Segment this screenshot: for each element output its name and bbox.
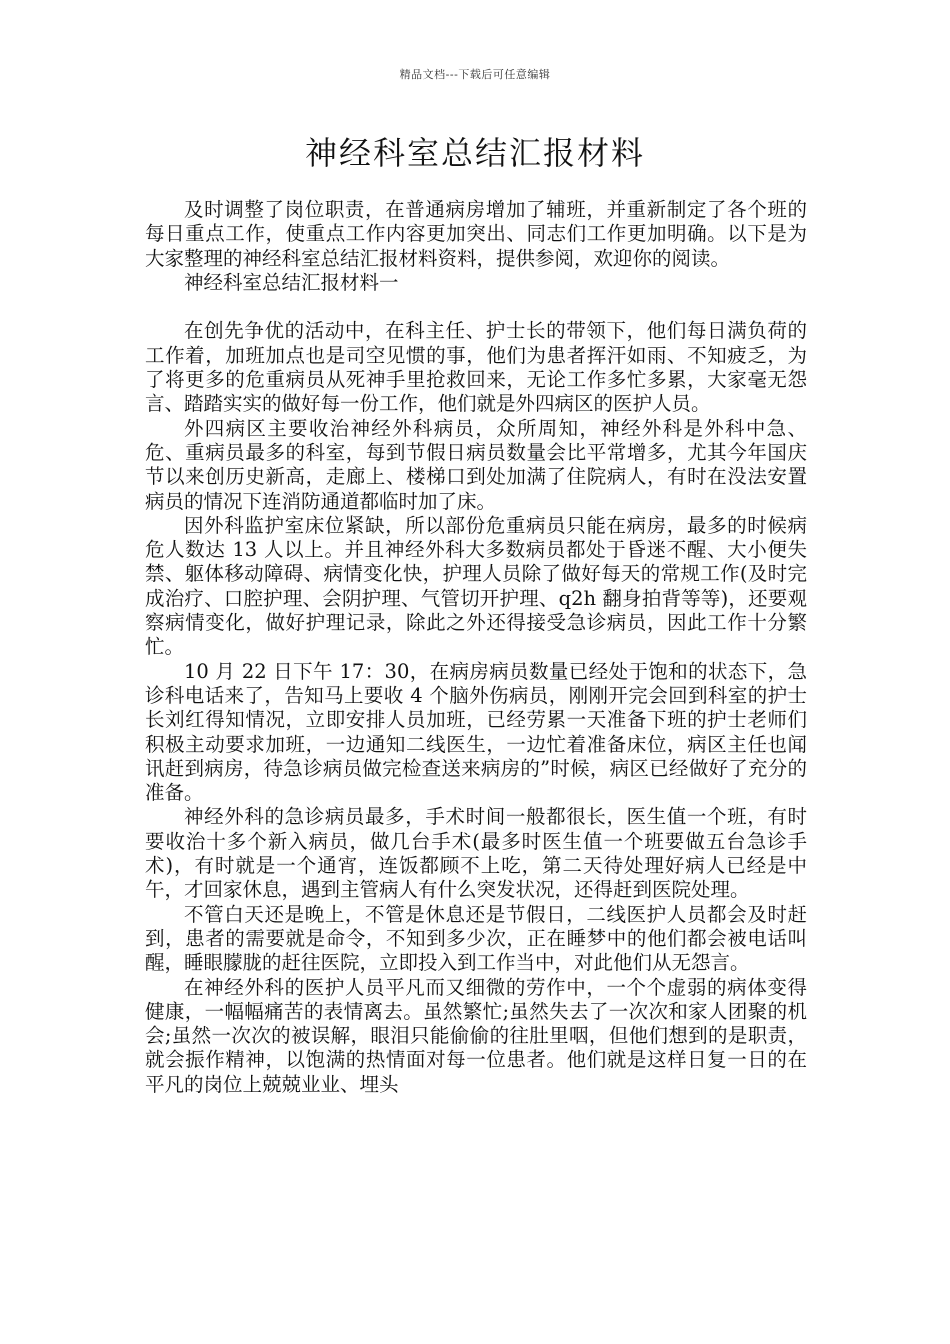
paragraph: 因外科监护室床位紧缺，所以部份危重病员只能在病房，最多的时候病危人数达 13 人以上。并且神经外科大多数病员都处于昏迷不醒、大小便失禁、躯体移动障碍、病情变化快，护理人员除了做好每天的常规工作(及时完成治疗、口腔护理、会阴护理、气管切开护理、q2h 翻身拍背等等)，还要观察病情变化，做好护理记录，除此之外还得接受急诊病员，因此工作十分繁忙。: [145, 513, 807, 659]
document-title: 神经科室总结汇报材料: [304, 134, 645, 172]
paragraph: 神经外科的急诊病员最多，手术时间一般都很长，医生值一个班，有时要收治十多个新入病员，做几台手术(最多时医生值一个班要做五台急诊手术)，有时就是一个通宵，连饭都顾不上吃，第二天待处理好病人已经是中午，才回家休息，遇到主管病人有什么突发状况，还得赶到医院处理。: [145, 805, 807, 902]
paragraph: 在神经外科的医护人员平凡而又细微的劳作中，一个个虚弱的病体变得健康，一幅幅痛苦的表情离去。虽然繁忙;虽然失去了一次次和家人团聚的机会;虽然一次次的被误解，眼泪只能偷偷的往肚里咽，但他们想到的是职责，就会振作精神，以饱满的热情面对每一位患者。他们就是这样日复一日的在平凡的岗位上兢兢业业、埋头: [145, 975, 807, 1096]
paragraph: 10 月 22 日下午 17：30，在病房病员数量已经处于饱和的状态下，急诊科电话来了，告知马上要收 4 个脑外伤病员，刚刚开完会回到科室的护士长刘红得知情况，立即安排人员加班，已经劳累一天准备下班的护士老师们积极主动要求加班，一边通知二线医生，一边忙着准备床位，病区主任也闻讯赶到病房，待急诊病员做完检查送来病房的”时候，病区已经做好了充分的准备。: [145, 659, 807, 805]
document-body: [145, 198, 807, 1097]
header-note: 精品文档---下载后可任意编辑: [399, 68, 551, 81]
paragraph: 不管白天还是晚上，不管是休息还是节假日，二线医护人员都会及时赶到，患者的需要就是命令，不知到多少次，正在睡梦中的他们都会被电话叫醒，睡眼朦胧的赶往医院，立即投入到工作当中，对此他们从无怨言。: [145, 902, 807, 975]
paragraph: 外四病区主要收治神经外科病员，众所周知，神经外科是外科中急、危、重病员最多的科室，每到节假日病员数量会比平常增多，尤其今年国庆节以来创历史新高，走廊上、楼梯口到处加满了住院病人，有时在没法安置病员的情况下连消防通道都临时加了床。: [145, 416, 807, 513]
paragraph: 在创先争优的活动中，在科主任、护士长的带领下，他们每日满负荷的工作着，加班加点也是司空见惯的事，他们为患者挥汗如雨、不知疲乏，为了将更多的危重病员从死神手里抢救回来，无论工作多忙多累，大家毫无怨言、踏踏实实的做好每一份工作，他们就是外四病区的医护人员。: [145, 319, 807, 416]
paragraph-intro: 及时调整了岗位职责，在普通病房增加了辅班，并重新制定了各个班的每日重点工作，使重点工作内容更加突出、同志们工作更加明确。以下是为大家整理的神经科室总结汇报材料资料，提供参阅，欢迎你的阅读。: [145, 198, 807, 270]
section-subheading: 神经科室总结汇报材料一: [184, 270, 399, 294]
